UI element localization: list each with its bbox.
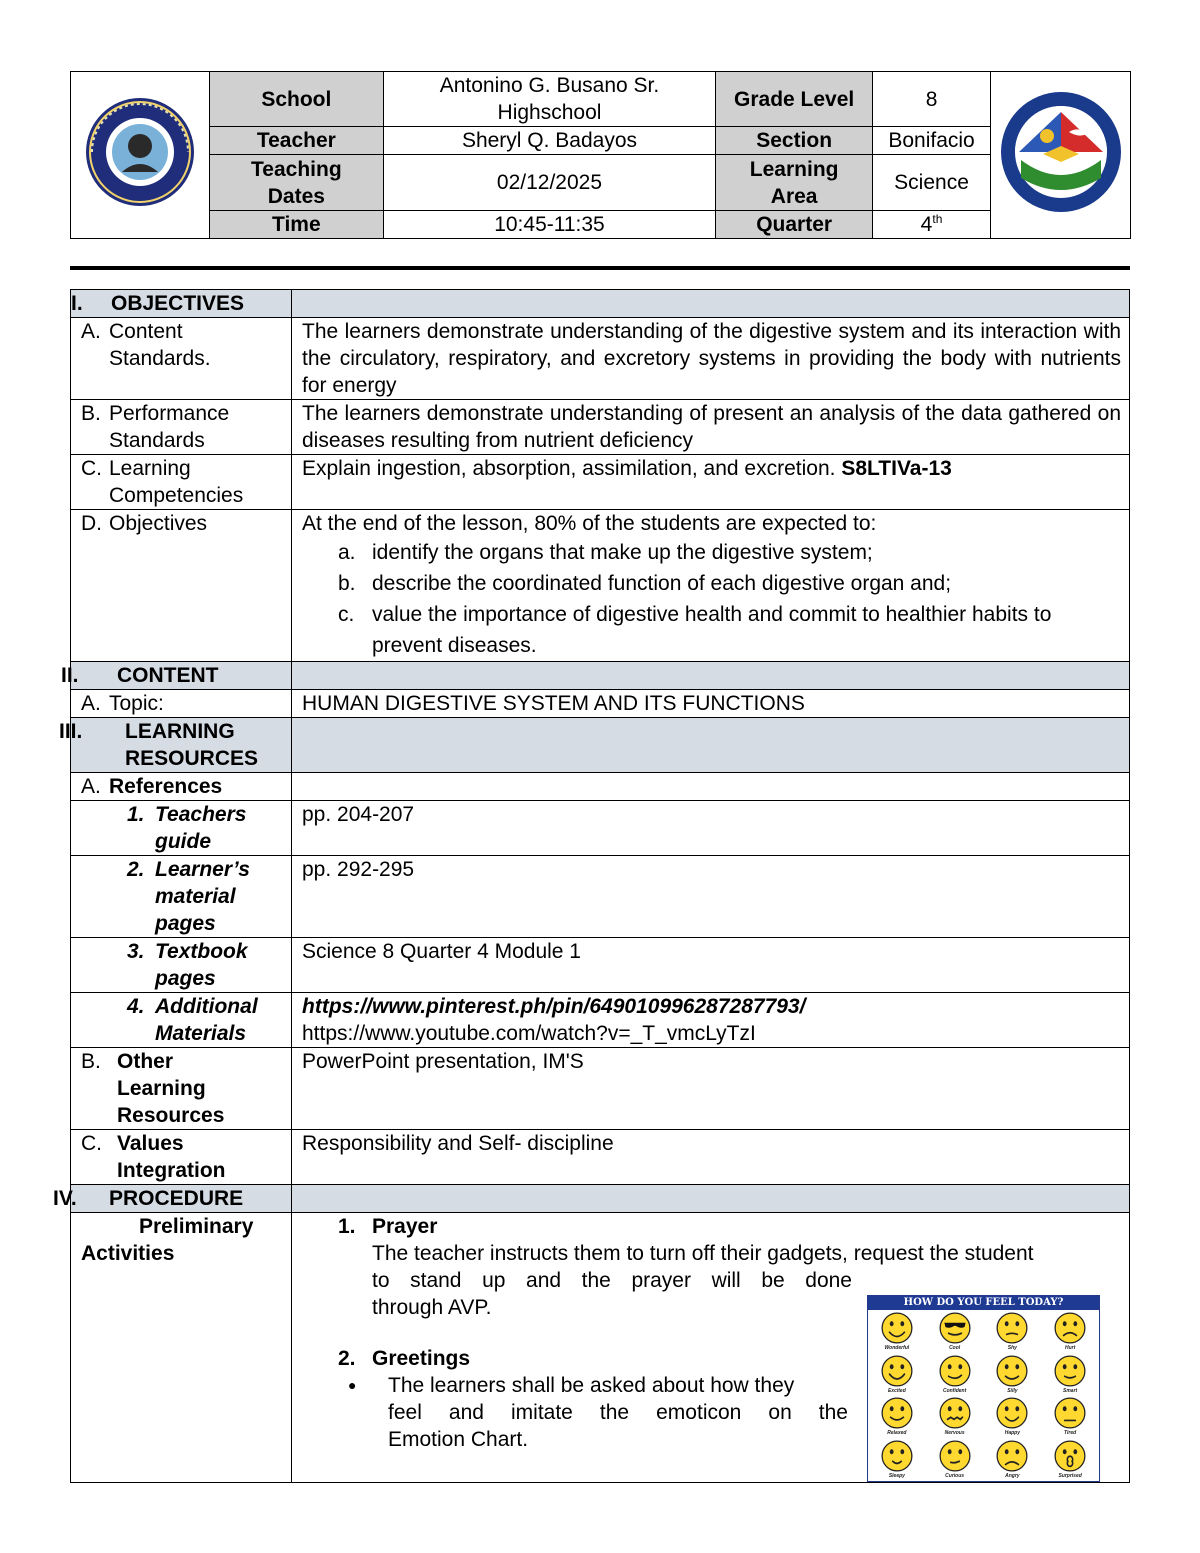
smiley-hurt-icon xyxy=(1053,1311,1087,1345)
emotion-face-label: Sleepy xyxy=(888,1472,905,1479)
textbook-pages-row: 3. Textbook pages Science 8 Quarter 4 Module 1 xyxy=(71,938,1130,993)
smiley-happy-icon xyxy=(995,1396,1029,1430)
quarter-value: 4th xyxy=(873,211,991,239)
teacher-value: Sheryl Q. Badayos xyxy=(383,127,715,155)
youtube-link[interactable]: https://www.youtube.com/watch?v=_T_vmcLyTzI xyxy=(302,1022,756,1045)
emotion-face-label: Curious xyxy=(945,1472,965,1479)
preliminary-activities-content: 1. Prayer The teacher instructs them to turn off their gadgets, request the student to stand up and the prayer will be done through AVP. 2. Greetings ● The learners shall be asked about how they feel and imitate the emoticon on the Emotion Chart. xyxy=(292,1213,1130,1483)
grade-level-value: 8 xyxy=(873,72,991,127)
emotion-face-wonderful xyxy=(868,1310,926,1353)
emotion-face-label: Confident xyxy=(942,1387,967,1394)
objective-item-b: b. describe the coordinated function of each digestive organ and; xyxy=(338,572,952,595)
values-integration-row: C. Values Integration Responsibility and Self- discipline xyxy=(71,1130,1130,1185)
objective-item-c: c. value the importance of digestive health and commit to healthier habits to prevent diseases. xyxy=(338,603,1052,657)
divider-rule xyxy=(70,266,1130,270)
city-seal-icon xyxy=(84,96,196,208)
smiley-cool-icon xyxy=(938,1311,972,1345)
emotion-face-confident xyxy=(926,1353,984,1396)
learning-competencies-text: Explain ingestion, absorption, assimilation, and excretion. S8LTIVa-13 xyxy=(292,455,1130,510)
objectives-row: D. Objectives At the end of the lesson, 80% of the students are expected to: a. identify the organs that make up the digestive system; b. describe the coordinated function of each digestive organ and; c. value the importance of digestive health and commit to healthier habits to prevent diseases. xyxy=(71,510,1130,662)
emotion-face-label: Hurt xyxy=(1064,1345,1076,1352)
performance-standards-text: The learners demonstrate understanding of present an analysis of the data gathered on diseases resulting from nutrient deficiency xyxy=(292,400,1130,455)
resources-heading-row: III. LEARNING RESOURCES xyxy=(71,718,1130,773)
emotion-face-nervous xyxy=(926,1395,984,1438)
grade-level-label: Grade Level xyxy=(716,72,873,127)
bullet-icon: ● xyxy=(348,1377,357,1393)
school-label: School xyxy=(209,72,383,127)
emotion-face-label: Wonderful xyxy=(884,1345,910,1352)
learners-material-value: pp. 292-295 xyxy=(292,856,1130,938)
smiley-relaxed-icon xyxy=(880,1396,914,1430)
smiley-confident-icon xyxy=(938,1354,972,1388)
smiley-nervous-icon xyxy=(938,1396,972,1430)
topic-value: HUMAN DIGESTIVE SYSTEM AND ITS FUNCTIONS xyxy=(292,690,1130,718)
learning-competencies-row: C. Learning Competencies Explain ingestion, absorption, assimilation, and excretion. S8LTIVa-13 xyxy=(71,455,1130,510)
references-row: A. References xyxy=(71,773,1130,801)
emotion-face-label: Tired xyxy=(1064,1430,1077,1437)
pinterest-link[interactable]: https://www.pinterest.ph/pin/649010996287287793/ xyxy=(302,995,806,1018)
content-standards-row: A. Content Standards. The learners demonstrate understanding of the digestive system and its interaction with the circulatory, respiratory, and excretory systems in providing the body with nutrients for energy xyxy=(71,318,1130,400)
section-value: Bonifacio xyxy=(873,127,991,155)
objective-item-a: a. identify the organs that make up the digestive system; xyxy=(338,541,873,564)
emotion-face-smart xyxy=(1041,1353,1099,1396)
learning-area-label: Learning Area xyxy=(716,155,873,211)
emotion-face-excited xyxy=(868,1353,926,1396)
teaching-dates-value: 02/12/2025 xyxy=(383,155,715,211)
emotion-face-angry xyxy=(984,1438,1042,1481)
other-resources-value: PowerPoint presentation, IM'S xyxy=(292,1048,1130,1130)
greetings-bullet: ● The learners shall be asked about how they feel and imitate the emoticon on the Emotion Chart. xyxy=(348,1374,848,1451)
emotion-chart-title: HOW DO YOU FEEL TODAY? xyxy=(868,1296,1099,1310)
emotion-face-label: Surprised xyxy=(1058,1472,1082,1479)
smiley-tired-icon xyxy=(1053,1396,1087,1430)
emotion-face-shy xyxy=(984,1310,1042,1353)
school-logo xyxy=(991,72,1131,239)
content-heading-row: II. CONTENT xyxy=(71,662,1130,690)
school-value: Antonino G. Busano Sr. Highschool xyxy=(383,72,715,127)
teaching-dates-label: Teaching Dates xyxy=(209,155,383,211)
header-table xyxy=(70,71,1131,239)
emotion-face-relaxed xyxy=(868,1395,926,1438)
emotion-face-label: Smart xyxy=(1063,1387,1078,1394)
emotion-face-label: Silly xyxy=(1007,1387,1018,1394)
smiley-surprised-icon xyxy=(1053,1439,1087,1473)
values-integration-value: Responsibility and Self- discipline xyxy=(292,1130,1130,1185)
objectives-heading-row: I. OBJECTIVES xyxy=(71,290,1130,318)
emotion-face-surprised xyxy=(1041,1438,1099,1481)
teacher-label: Teacher xyxy=(209,127,383,155)
emotion-face-label: Shy xyxy=(1007,1345,1017,1352)
competency-code: S8LTIVa-13 xyxy=(841,457,952,480)
emotion-face-happy xyxy=(984,1395,1042,1438)
emotion-face-silly xyxy=(984,1353,1042,1396)
emotion-face-hurt xyxy=(1041,1310,1099,1353)
quarter-label: Quarter xyxy=(716,211,873,239)
emotion-face-cool xyxy=(926,1310,984,1353)
topic-row: A. Topic: HUMAN DIGESTIVE SYSTEM AND ITS FUNCTIONS xyxy=(71,690,1130,718)
emotion-face-label: Nervous xyxy=(944,1430,965,1437)
smiley-shy-icon xyxy=(995,1311,1029,1345)
textbook-pages-value: Science 8 Quarter 4 Module 1 xyxy=(292,938,1130,993)
content-standards-text: The learners demonstrate understanding of the digestive system and its interaction with the circulatory, respiratory, and excretory systems in providing the body with nutrients for energy xyxy=(292,318,1130,400)
objectives-list: At the end of the lesson, 80% of the students are expected to: a. identify the organs that make up the digestive system; b. describe the coordinated function of each digestive organ and; c. value the importance of digestive health and commit to healthier habits to prevent diseases. xyxy=(292,510,1130,662)
teachers-guide-value: pp. 204-207 xyxy=(292,801,1130,856)
school-seal-icon xyxy=(999,90,1123,214)
smiley-curious-icon xyxy=(938,1439,972,1473)
city-seal-logo xyxy=(71,72,210,239)
procedure-heading-row: IV. PROCEDURE xyxy=(71,1185,1130,1213)
smiley-smart-icon xyxy=(1053,1354,1087,1388)
learning-area-value: Science xyxy=(873,155,991,211)
learners-material-row: 2. Learner’s material pages pp. 292-295 xyxy=(71,856,1130,938)
smiley-wonderful-icon xyxy=(880,1311,914,1345)
emotion-face-tired xyxy=(1041,1395,1099,1438)
emotion-face-sleepy xyxy=(868,1438,926,1481)
emotion-face-label: Angry xyxy=(1005,1472,1020,1479)
time-value: 10:45-11:35 xyxy=(383,211,715,239)
time-label: Time xyxy=(209,211,383,239)
performance-standards-row: B. Performance Standards The learners demonstrate understanding of present an analysis of the data gathered on diseases resulting from nutrient deficiency xyxy=(71,400,1130,455)
smiley-silly-icon xyxy=(995,1354,1029,1388)
smiley-angry-icon xyxy=(995,1439,1029,1473)
emotion-chart xyxy=(867,1295,1100,1482)
emotion-face-label: Relaxed xyxy=(887,1430,907,1437)
other-resources-row: B. Other Learning Resources PowerPoint presentation, IM'S xyxy=(71,1048,1130,1130)
section-label: Section xyxy=(716,127,873,155)
emotion-face-label: Excited xyxy=(887,1387,906,1394)
preliminary-activities-row: Preliminary Activities 1. Prayer The teacher instructs them to turn off their gadgets, request the student to stand up and the prayer will be done through AVP. 2. Greetings ● The learners shall be asked about how they feel and imitate the emoticon on the Emotion Chart. xyxy=(71,1213,1130,1483)
emotion-face-curious xyxy=(926,1438,984,1481)
emotion-face-label: Happy xyxy=(1004,1430,1021,1437)
smiley-sleepy-icon xyxy=(880,1439,914,1473)
smiley-excited-icon xyxy=(880,1354,914,1388)
emotion-face-label: Cool xyxy=(949,1345,961,1352)
additional-materials-row: 4. Additional Materials https://www.pinterest.ph/pin/649010996287287793/ https://www.youtube.com/watch?v=_T_vmcLyTzI xyxy=(71,993,1130,1048)
teachers-guide-row: 1. Teachers guide pp. 204-207 xyxy=(71,801,1130,856)
